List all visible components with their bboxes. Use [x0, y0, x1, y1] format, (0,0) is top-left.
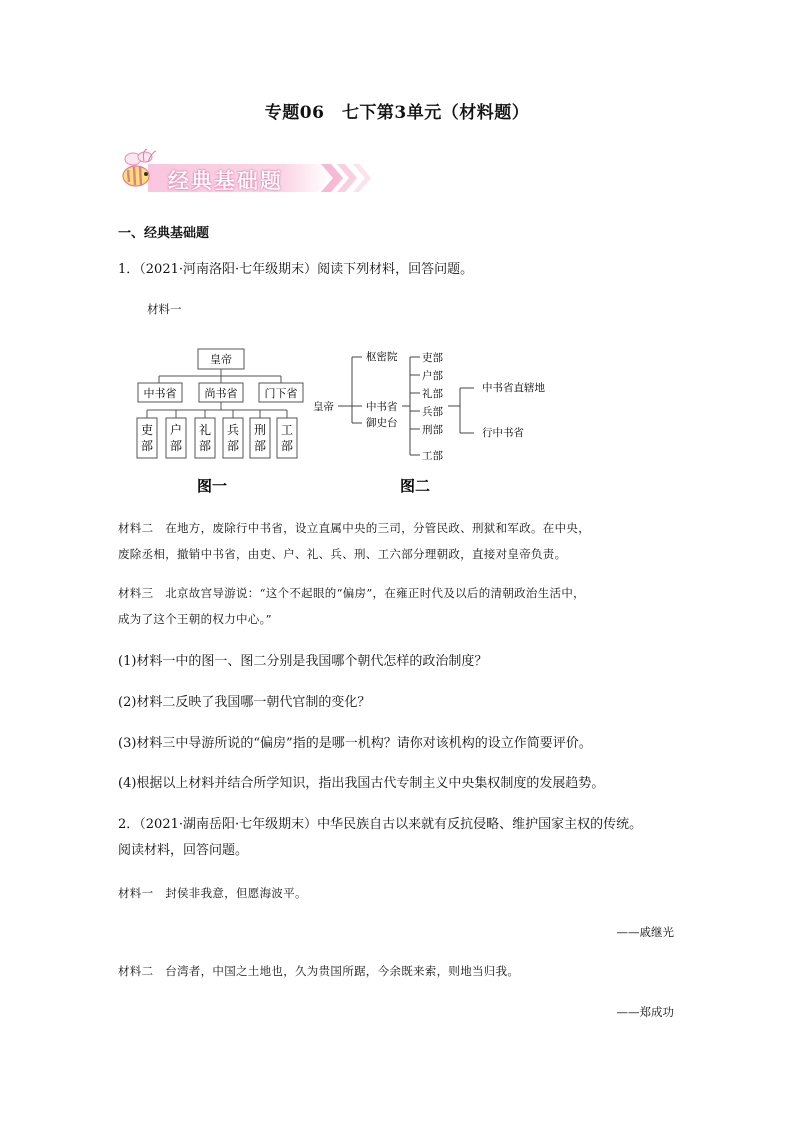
- q1-sub2: (2)材料二反映了我国哪一朝代官制的变化？: [118, 695, 371, 710]
- section-banner: [118, 148, 378, 200]
- fig2-emperor: 皇帝: [313, 401, 334, 413]
- q1-sub1: (1)材料一中的图一、图二分别是我国哪个朝代怎样的政治制度？: [118, 654, 488, 669]
- figure-2: [313, 350, 545, 495]
- fig1-middle-2: 门下省: [264, 387, 298, 400]
- fig2-ministry-3: 兵部: [422, 406, 443, 418]
- fig2-caption: 图二: [399, 477, 431, 495]
- q2-material1-author: ——戚继光: [616, 925, 674, 939]
- fig1-middle-0: 中书省: [143, 387, 177, 400]
- q1-material2-line2: 废除丞相，撤销中书省，由吏、户、礼、兵、刑、工六部分理朝政，直接对皇帝负责。: [118, 547, 567, 561]
- q1-sub3: (3)材料三中导游所说的“偏房”指的是哪一机构？请你对该机构的设立作简要评价。: [118, 736, 592, 751]
- fig1-emperor: 皇帝: [210, 353, 232, 366]
- fig1-ministry-4-char-0: 刑: [253, 423, 267, 437]
- figure-1: [137, 349, 303, 495]
- fig1-ministry-5-char-1: 部: [280, 439, 294, 453]
- fig1-ministry-2-char-1: 部: [198, 439, 212, 453]
- fig2-ministries: [422, 351, 443, 462]
- section-heading: 一、经典基础题: [118, 226, 210, 241]
- fig1-ministry-1-char-1: 部: [169, 439, 183, 453]
- q1-diagrams: [130, 338, 570, 498]
- fig2-ministry-0: 吏部: [422, 352, 443, 364]
- fig1-ministries: [137, 418, 297, 458]
- q1-material3-line2: 成为了这个王朝的权力中心。”: [118, 612, 272, 626]
- fig1-caption: 图一: [196, 477, 228, 495]
- q2-material2-author: ——郑成功: [616, 1005, 674, 1019]
- q1-material3-line1: 材料三 北京故宫导游说：“这个不起眼的“偏房”，在雍正时代及以后的清朝政治生活中，: [118, 586, 585, 600]
- fig2-branch-1: 中书省: [366, 401, 398, 413]
- fig2-ministry-5: 工部: [422, 450, 443, 462]
- fig1-ministry-0-char-0: 吏: [140, 423, 154, 437]
- fig2-branch-2: 御史台: [366, 417, 398, 429]
- q2-material2: 材料二 台湾者，中国之土地也，久为贵国所踞，今余既来索，则地当归我。: [118, 964, 520, 978]
- q1-material2-line1: 材料二 在地方，废除行中书省，设立直属中央的三司，分管民政、刑狱和军政。在中央，: [118, 521, 590, 535]
- fig1-ministry-1-char-0: 户: [169, 423, 183, 437]
- fig1-ministry-5-char-0: 工: [280, 423, 294, 437]
- fig1-middle-1: 尚书省: [204, 387, 238, 400]
- fig1-ministry-3-char-1: 部: [226, 439, 240, 453]
- fig1-ministry-3-char-0: 兵: [226, 423, 240, 437]
- fig2-region-0: 中书省直辖地: [482, 382, 545, 394]
- q1-diagram-svg: [130, 338, 570, 498]
- banner-text: 经典基础题: [168, 169, 283, 193]
- q1-sub4: (4)根据以上材料并结合所学知识，指出我国古代专制主义中央集权制度的发展趋势。: [118, 776, 605, 791]
- fig1-ministry-4-char-1: 部: [253, 439, 267, 453]
- fig2-ministry-4: 刑部: [422, 424, 443, 436]
- fig2-region-1: 行中书省: [482, 427, 524, 439]
- fig1-ministry-2-char-0: 礼: [198, 423, 212, 437]
- q1-material1-label: 材料一: [147, 302, 182, 316]
- fig1-ministry-0-char-1: 部: [140, 439, 154, 453]
- fig2-ministry-2: 礼部: [422, 388, 443, 400]
- q2-stem-line2: 阅读材料，回答问题。: [118, 843, 249, 858]
- fig2-branch-0: 枢密院: [366, 351, 398, 363]
- q2-stem-line1: 2．（2021·湖南岳阳·七年级期末）中华民族自古以来就有反抗侵略、维护国家主权的传统。: [118, 817, 643, 832]
- page-title: 专题06 七下第3单元（材料题）: [264, 103, 530, 123]
- fig2-ministry-1: 户部: [422, 370, 443, 382]
- q2-material1: 材料一 封侯非我意，但愿海波平。: [118, 886, 307, 900]
- q1-stem: 1．（2021·河南洛阳·七年级期末）阅读下列材料，回答问题。: [118, 262, 474, 277]
